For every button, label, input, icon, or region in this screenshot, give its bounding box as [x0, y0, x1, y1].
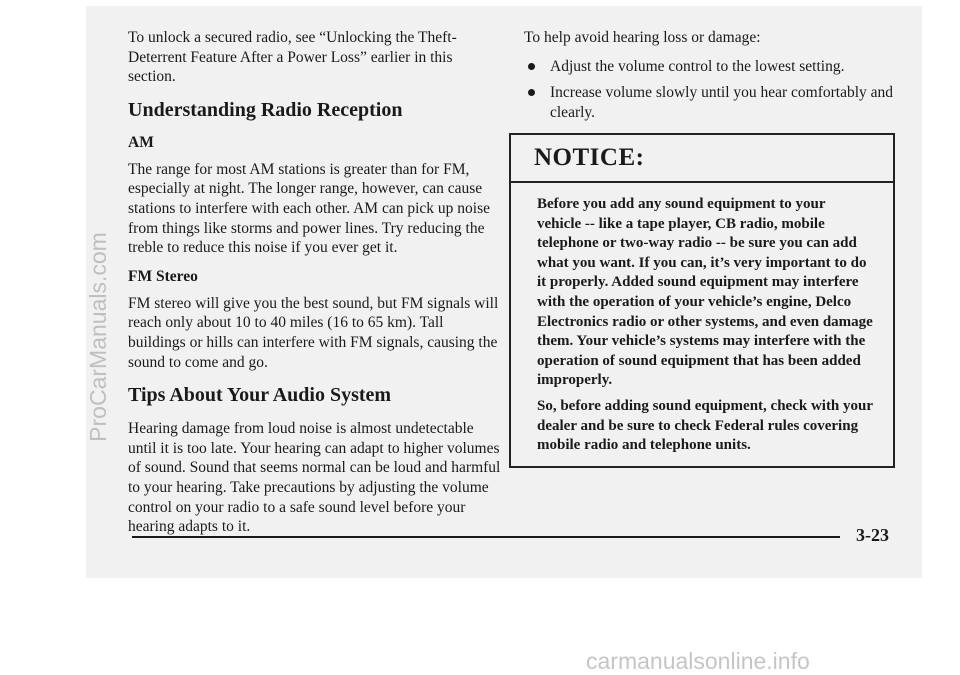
footer-divider: [132, 536, 840, 538]
left-column: [128, 28, 503, 537]
bullet-text: Increase volume slowly until you hear comfortably and clearly.: [550, 84, 894, 121]
side-watermark: ProCarManuals.com: [85, 232, 111, 442]
list-item: [524, 83, 899, 122]
heading-audio-tips: Tips About Your Audio System: [128, 384, 392, 407]
page-number: 3-23: [856, 525, 889, 545]
notice-paragraph: So, before adding sound equipment, check with your dealer and be sure to check Federal rules covering mobile radio and telephone units.: [537, 397, 873, 454]
list-item: [524, 57, 899, 77]
notice-paragraph: Before you add any sound equipment to your vehicle -- like a tape player, CB radio, mobile telephone or two-way radio -- be sure you can add what you want. If you can, it’s very important to do it properly. Added sound equipment may interfere with the operation of your vehicle’s engine, Delco Electronics radio or other systems, and even damage them. Your vehicle’s systems may interfere with the operation of sound equipment that has been added improperly.: [537, 196, 873, 389]
notice-box: [509, 133, 895, 468]
notice-body: [511, 183, 893, 456]
unlock-radio-intro: To unlock a secured radio, see “Unlocking the Theft-Deterrent Feature After a Power Loss” earlier in this section.: [128, 29, 457, 86]
bottom-watermark: carmanualsonline.info: [586, 648, 810, 674]
bullet-icon: [528, 63, 535, 70]
heading-radio-reception: Understanding Radio Reception: [128, 98, 403, 121]
bullet-icon: [528, 89, 535, 96]
notice-title: NOTICE:: [511, 135, 893, 183]
fm-paragraph: FM stereo will give you the best sound, but FM signals will reach only about 10 to 40 miles (16 to 65 km). Tall buildings or hills can interfere with FM signals, causing the sound to come and go.: [128, 294, 499, 371]
hearing-intro: To help avoid hearing loss or damage:: [524, 29, 761, 46]
heading-fm-stereo: FM Stereo: [128, 267, 198, 285]
right-column: [524, 28, 899, 129]
am-paragraph: The range for most AM stations is greater than for FM, especially at night. The longer range, however, can cause stations to interfere with each other. AM can pick up noise from things like storms and power lines. Try reducing the treble to reduce this noise if you ever get it.: [128, 160, 491, 257]
heading-am: AM: [128, 133, 154, 151]
tips-paragraph: Hearing damage from loud noise is almost undetectable until it is too late. Your hearing can adapt to higher volumes of sound. Sound that seems normal can be loud and harmful to your hearing. Take precautions by adjusting the volume control on your radio to a safe sound level before your hearing adapts to it.: [128, 420, 501, 536]
bullet-text: Adjust the volume control to the lowest setting.: [550, 57, 845, 75]
